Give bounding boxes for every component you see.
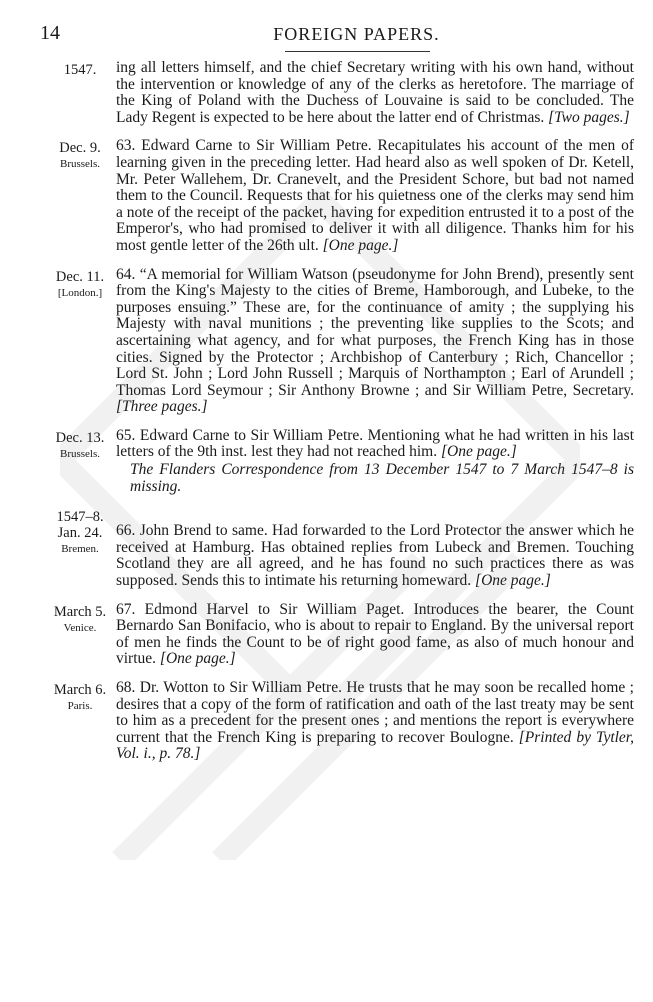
entry-margin: [44, 507, 116, 589]
calendar-entry: [44, 602, 634, 668]
entry-paragraph: 66. John Brend to same. Had forwarded to the Lord Protector the answer which he received at Hamburg. Has obtained replies from Lubeck and Bremen. Touching Scotland they are all agreed, and he has found no such practices there as was supposed. Sends this to intimate his returning homeward. [One page.]: [116, 522, 634, 590]
entry-paragraph: 63. Edward Carne to Sir William Petre. Recapitulates his account of the men of learning given in the preceding letter. Had heard also as well spoken of Dr. Ketell, Mr. Peter Wallehem, Dr. Cranevelt, and the President Schore, but bad not named them to the Council. Requests that for his quietness one of the clerks may send him a note of the receipt of the packet, having for expedition entrusted it to a post of the Emperor's, who had promised to deliver it with all diligence. Thanks him for his most gentle letter of the 26th ult. [One page.]: [116, 137, 634, 254]
calendar-entry: [44, 60, 634, 126]
entry-year: 1547–8.: [56, 509, 104, 526]
entry-margin: [44, 428, 116, 495]
entry-place: [London.]: [57, 286, 103, 299]
entry-text: [116, 267, 634, 416]
entry-text: [116, 428, 634, 495]
page-count-note: [Two pages.]: [548, 108, 630, 126]
entry-text: [116, 602, 634, 668]
editorial-note: The Flanders Correspondence from 13 December 1547 to 7 March 1547–8 is missing.: [130, 461, 634, 495]
header-rule: [285, 51, 430, 52]
entry-margin: [44, 602, 116, 668]
entry-paragraph: ing all letters himself, and the chief Secretary writing with his own hand, without the intervention or knowledge of any of the clerks as heretofore. The marriage of the King of Poland with the Duchess of Louvaine is said to be concluded. The Lady Regent is expected to be here about the latter end of Christmas. [Two pages.]: [116, 59, 634, 126]
calendar-entry: [44, 267, 634, 416]
entry-place: Venice.: [63, 621, 97, 634]
entry-date: Dec. 13.: [55, 429, 105, 446]
entry-date: Jan. 24.: [57, 525, 103, 542]
entry-place: Bremen.: [61, 543, 99, 556]
document-body: [44, 60, 634, 775]
page-count-note: [One page.]: [441, 443, 517, 461]
calendar-entry: [44, 507, 634, 589]
entry-date: 1547.: [63, 62, 97, 78]
entry-margin: [44, 680, 116, 763]
entry-place: Paris.: [67, 700, 93, 712]
entry-margin: [44, 60, 116, 126]
entry-date: Dec. 9.: [59, 140, 101, 157]
entry-text: [116, 680, 634, 763]
entry-text: [116, 138, 634, 254]
calendar-entry: [44, 680, 634, 763]
entry-text: [116, 60, 634, 126]
entry-paragraph: 65. Edward Carne to Sir William Petre. Mentioning what he had written in his last letters of the 9th inst. lest they had not reached him. [One page.]: [116, 426, 634, 461]
entry-text: [116, 507, 634, 589]
entry-paragraph: 68. Dr. Wotton to Sir William Petre. He trusts that he may soon be recalled home ; desires that a copy of the form of ratification and oath of the last treaty may be sent to him as a precedent for the present ones ; and mentions the report is everywhere current that the French King is preparing to recover Boulogne. [Printed by Tytler, Vol. i., p. 78.]: [116, 679, 635, 763]
page-count-note: [Printed by Tytler, Vol. i., p. 78.]: [116, 728, 635, 763]
page-count-note: [One page.]: [322, 236, 399, 254]
entry-place: Brussels.: [59, 158, 101, 171]
page-count-note: [One page.]: [159, 650, 236, 668]
calendar-entry: [44, 428, 634, 495]
entry-margin: [44, 138, 116, 254]
running-head: FOREIGN PAPERS.: [273, 24, 440, 44]
entry-margin: [44, 267, 116, 416]
calendar-entry: [44, 138, 634, 254]
page-count-note: [One page.]: [475, 572, 551, 590]
entry-paragraph: 64. “A memorial for William Watson (pseudonyme for John Brend), presently sent from the King's Majesty to the cities of Breme, Hamborough, and Lubeke, to the purposes ensuing.” These are, for the continuance of amity ; the supplying his Majesty with naval munitions ; the preventing like supplies to the Scots; and ascertaining what agency, and for what purposes, the French King has in those cities. Signed by the Protector ; Archbishop of Canterbury ; Rich, Chancellor ; Lord St. John ; Lord John Russell ; Marquis of Northampton ; Earl of Arundell ; Thomas Lord Seymour ; Sir Anthony Browne ; and Sir William Petre, Secretary. [Three pages.]: [116, 265, 634, 416]
entry-date: March 6.: [53, 682, 107, 698]
page-count-note: [Three pages.]: [116, 398, 208, 416]
entry-paragraph: 67. Edmond Harvel to Sir William Paget. Introduces the bearer, the Count Bernardo San Bonifacio, who is about to repair to England. By the universal report of men he finds the Count to be of right good fame, as also of much honour and virtue. [One page.]: [116, 600, 634, 668]
entry-date: Dec. 11.: [55, 268, 105, 285]
entry-date: March 5.: [53, 603, 107, 620]
page-number: 14: [40, 22, 60, 44]
entry-place: Brussels.: [59, 447, 101, 460]
